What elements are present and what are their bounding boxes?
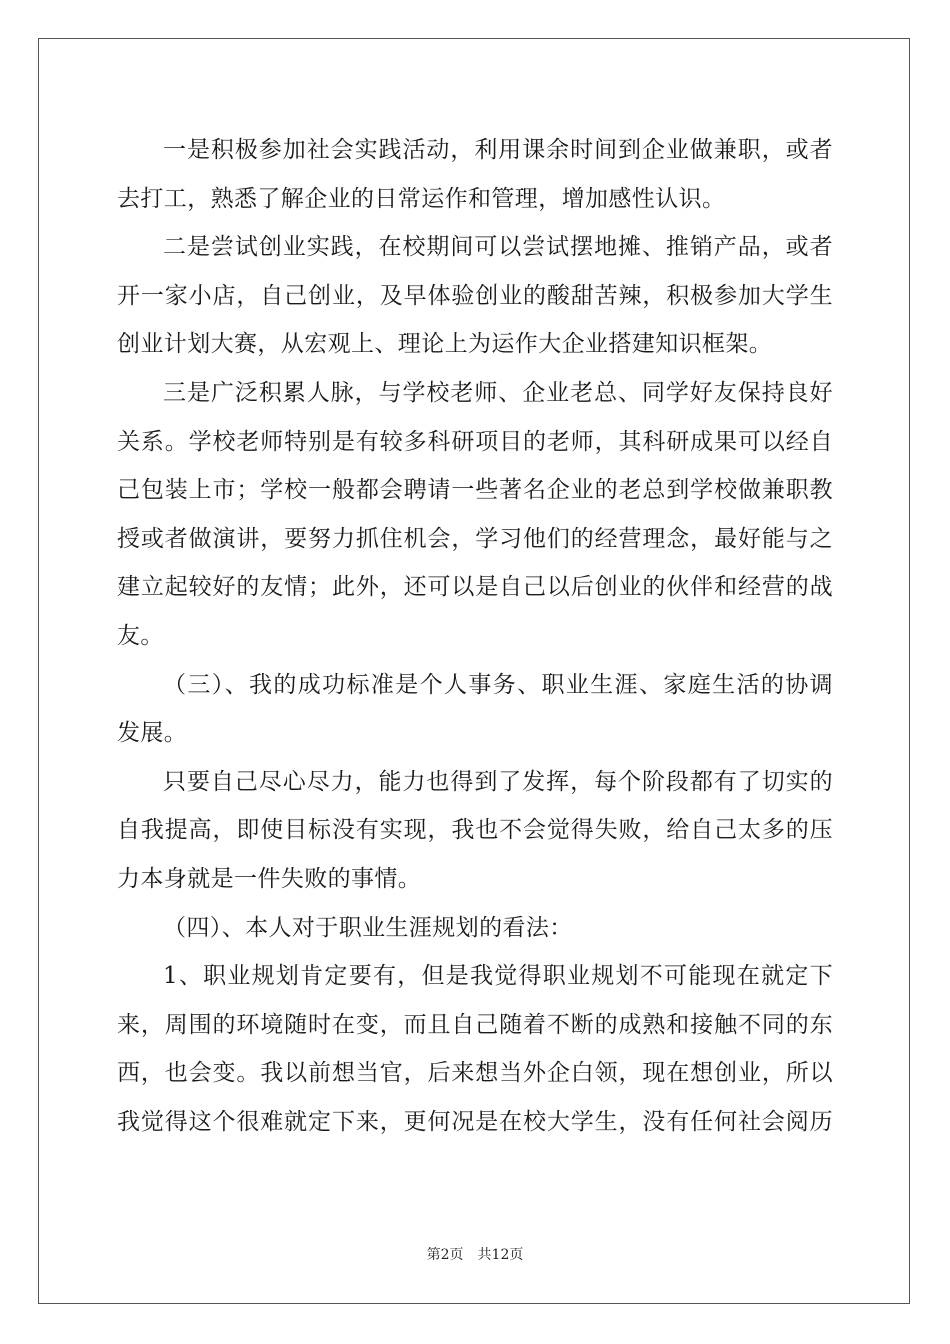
text-line: 友。 bbox=[117, 622, 164, 649]
text-line: 西，也会变。我以前想当官，后来想当外企白领，现在想创业，所以 bbox=[117, 1060, 833, 1087]
text-line: （三）、我的成功标准是个人事务、职业生涯、家庭生活的协调 bbox=[163, 671, 833, 698]
text-line: （四）、本人对于职业生涯规划的看法： bbox=[163, 914, 573, 941]
text-line: 只要自己尽心尽力，能力也得到了发挥，每个阶段都有了切实的 bbox=[163, 768, 833, 795]
text-line: 己包装上市；学校一般都会聘请一些著名企业的老总到学校做兼职教 bbox=[117, 477, 833, 504]
text-line: 力本身就是一件失败的事情。 bbox=[117, 865, 422, 892]
document-body bbox=[117, 126, 833, 1146]
text-line: 来，周围的环境随时在变，而且自己随着不断的成熟和接触不同的东 bbox=[117, 1011, 833, 1038]
text-line: 三是广泛积累人脉，与学校老师、企业老总、同学好友保持良好 bbox=[163, 379, 833, 406]
text-line: 我觉得这个很难就定下来，更何况是在校大学生，没有任何社会阅历 bbox=[117, 1108, 833, 1135]
text-line: 建立起较好的友情；此外，还可以是自己以后创业的伙伴和经营的战 bbox=[117, 574, 833, 601]
text-line: 授或者做演讲，要努力抓住机会，学习他们的经营理念，最好能与之 bbox=[117, 525, 833, 552]
text-line: 自我提高，即使目标没有实现，我也不会觉得失败，给自己太多的压 bbox=[117, 817, 833, 844]
text-line: 关系。学校老师特别是有较多科研项目的老师，其科研成果可以经自 bbox=[117, 428, 833, 455]
text-line: 一是积极参加社会实践活动，利用课余时间到企业做兼职，或者 bbox=[163, 137, 833, 163]
text-line: 发展。 bbox=[117, 720, 188, 747]
text-line: 去打工，熟悉了解企业的日常运作和管理，增加感性认识。 bbox=[117, 185, 726, 212]
text-line: 开一家小店，自己创业，及早体验创业的酸甜苦辣，积极参加大学生 bbox=[117, 282, 833, 309]
page-number: 第2页 bbox=[426, 1247, 464, 1263]
page-footer bbox=[0, 1244, 950, 1264]
text-line: 创业计划大赛，从宏观上、理论上为运作大企业搭建知识框架。 bbox=[117, 331, 773, 358]
text-line: 二是尝试创业实践，在校期间可以尝试摆地摊、推销产品，或者 bbox=[163, 234, 833, 261]
page-total: 共12页 bbox=[477, 1247, 524, 1263]
text-line: 1、职业规划肯定要有，但是我觉得职业规划不可能现在就定下 bbox=[163, 963, 833, 990]
